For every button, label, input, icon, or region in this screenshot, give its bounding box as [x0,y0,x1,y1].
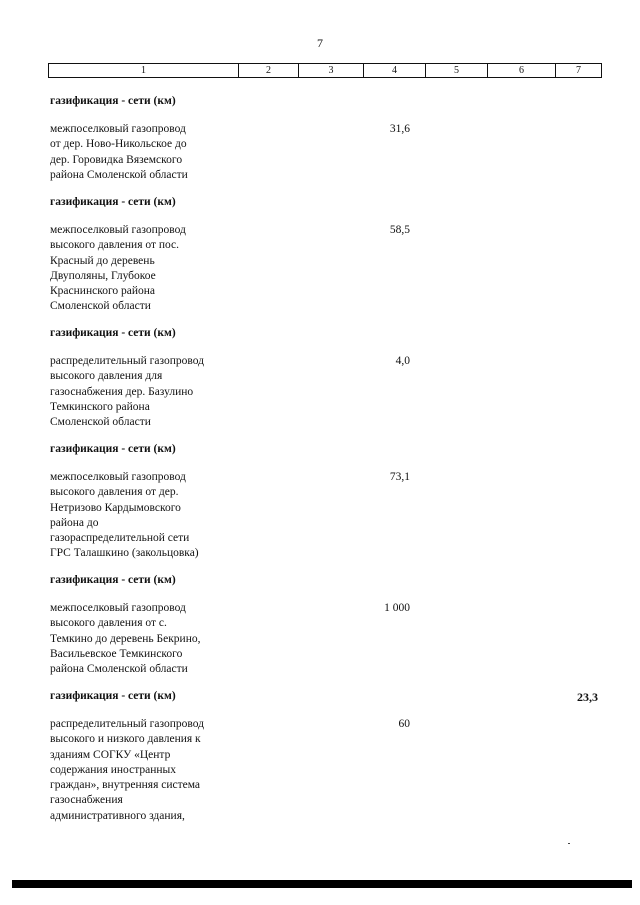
description-line: межпоселковый газопровод [50,224,186,236]
column-header-table [48,63,602,78]
description-line: Красный до деревень [50,254,155,267]
description-line: района Смоленской области [50,168,188,181]
column-number: 3 [299,64,364,78]
description-line: района Смоленской области [50,663,188,676]
description-line: граждан», внутренняя система [50,779,201,792]
column-number: 5 [426,64,488,78]
column-7-total: 23,3 [577,690,598,704]
description-line: распределительный газопровод [50,718,205,730]
column-number: 1 [49,64,239,78]
description-line: распределительный газопровод [50,355,205,367]
network-length-value: 60 [398,718,410,730]
description-line: высокого давления от дер. [50,486,179,499]
section-title: газификация - сети (км) [50,574,176,586]
description-line: Васильевское Темкинского [50,647,183,660]
description-line: ГРС Талашкино (закольцовка) [50,547,199,560]
network-length-value: 4,0 [395,355,410,367]
description-line: межпоселковый газопровод [50,602,186,614]
description-line: высокого давления от с. [50,617,167,630]
gasification-section [50,442,620,560]
network-length-value: 1 000 [384,602,410,614]
gasification-section [50,573,620,676]
project-description [50,601,250,677]
description-line: Смоленской области [50,300,151,313]
description-line: от дер. Ново-Никольское до [50,138,187,151]
description-line: района до [50,516,99,529]
gasification-section [50,94,620,181]
column-header-row [49,64,602,78]
section-title: газификация - сети (км) [50,690,176,702]
description-line: межпоселковый газопровод [50,123,186,135]
project-description [50,717,250,824]
description-line: административного здания, [50,809,185,822]
section-title: газификация - сети (км) [50,443,176,455]
section-title: газификация - сети (км) [50,327,176,339]
description-line: газоснабжения дер. Базулино [50,385,194,398]
project-description [50,354,250,430]
column-number: 4 [364,64,426,78]
page-number: 7 [317,36,323,50]
gasification-section [50,195,620,313]
gasification-section [50,689,620,822]
project-description [50,122,250,183]
gasification-section [50,326,620,429]
column-number: 6 [488,64,556,78]
column-number: 7 [556,64,602,78]
description-line: газораспределительной сети [50,532,190,545]
description-line: межпоселковый газопровод [50,471,186,483]
description-line: высокого и низкого давления к [50,733,201,746]
column-number: 2 [239,64,299,78]
description-line: высокого давления для [50,370,163,383]
section-title: газификация - сети (км) [50,95,176,107]
section-title: газификация - сети (км) [50,196,176,208]
scan-speck [568,843,570,844]
network-length-value: 31,6 [389,123,410,135]
description-line: Краснинского района [50,285,156,298]
description-line: Темкино до деревень Бекрино, [50,632,201,645]
description-line: дер. Горовидка Вяземского [50,153,183,166]
network-length-value: 58,5 [389,224,410,236]
description-line: зданиям СОГКУ «Центр [50,748,171,761]
description-line: Нетризово Кардымовского [50,501,181,514]
project-description [50,223,250,315]
description-line: содержания иностранных [50,763,177,776]
description-line: Двуполяны, Глубокое [50,269,156,282]
description-line: высокого давления от пос. [50,239,180,252]
project-description [50,470,250,562]
description-line: Смоленской области [50,416,151,429]
description-line: газоснабжения [50,794,123,807]
network-length-value: 73,1 [389,471,410,483]
description-line: Темкинского района [50,400,150,413]
scan-edge-bar [12,880,632,888]
